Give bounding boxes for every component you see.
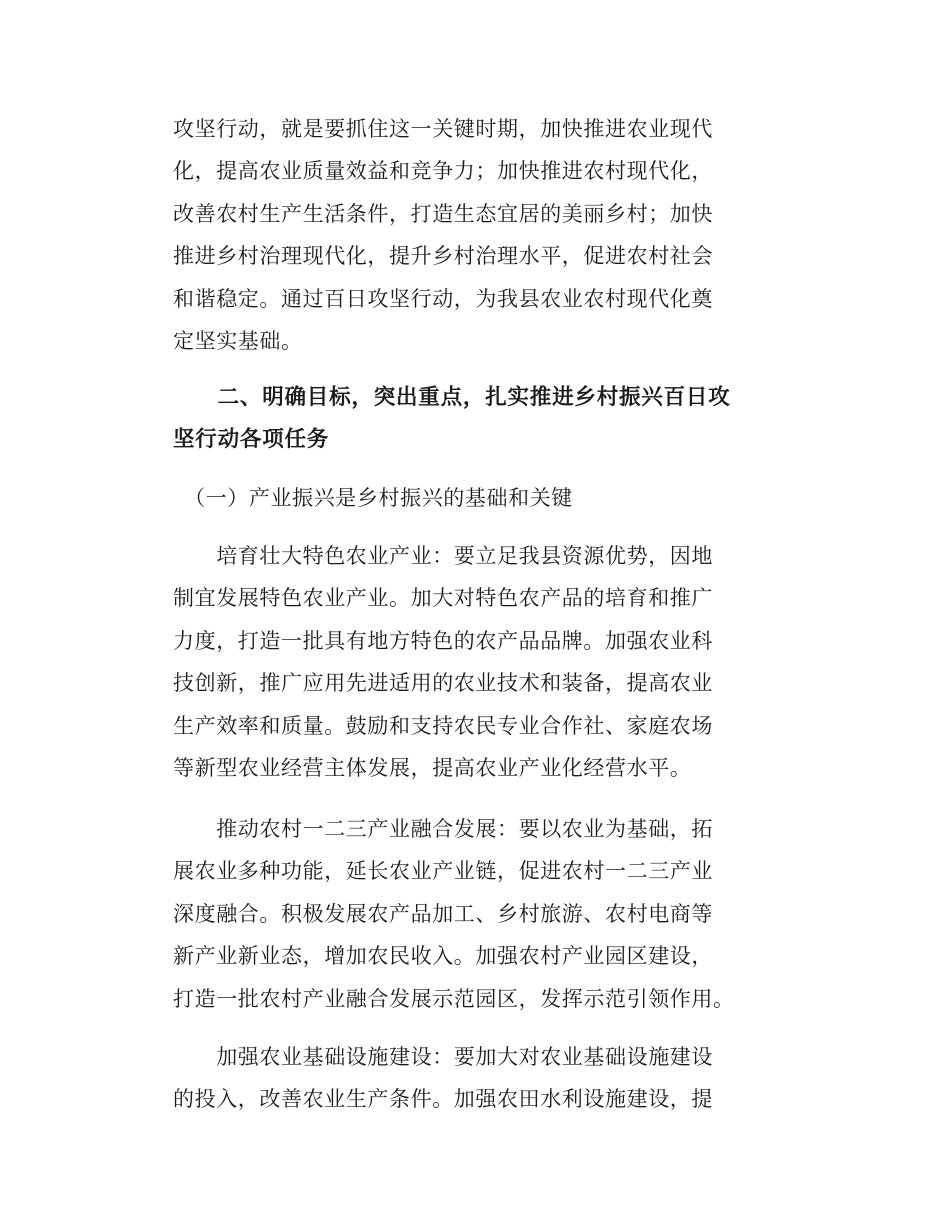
text-line: 和谐稳定。通过百日攻坚行动，为我县农业农村现代化奠 [173,286,713,311]
text-line: 制宜发展特色农业产业。加大对特色农产品的培育和推广 [173,586,713,611]
text-line: 深度融合。积极发展农产品加工、乡村旅游、农村电商等 [173,901,713,926]
paragraph-infrastructure [173,1036,813,1121]
heading-line: 二、明确目标，突出重点，扎实推进乡村振兴百日攻 [173,385,731,410]
subsection-heading [173,477,813,519]
text-line: 的投入，改善农业生产条件。加强农田水利设施建设，提 [173,1087,713,1112]
text-line: 培育壮大特色农业产业：要立足我县资源优势，因地 [173,544,713,568]
text-line: 力度，打造一批具有地方特色的农产品品牌。加强农业科 [173,628,713,653]
paragraph-industry-integration [173,808,813,1020]
text-line: 攻坚行动，就是要抓住这一关键时期，加快推进农业现代 [173,117,713,141]
text-line: 加强农业基础设施建设：要加大对农业基础设施建设 [173,1045,713,1069]
subheading-line: （一）产业振兴是乡村振兴的基础和关键 [173,486,573,510]
text-line: 生产效率和质量。鼓励和支持农民专业合作社、家庭农场 [173,713,713,738]
text-line: 推动农村一二三产业融合发展：要以农业为基础，拓 [173,817,713,841]
text-line: 打造一批农村产业融合发展示范园区，发挥示范引领作用。 [173,986,735,1011]
paragraph-specialty-agriculture [173,535,813,789]
text-line: 定坚实基础。 [173,328,303,353]
text-line: 技创新，推广应用先进适用的农业技术和装备，提高农业 [173,671,713,696]
text-line: 等新型农业经营主体发展，提高农业产业化经营水平。 [173,755,692,780]
text-line: 改善农村生产生活条件，打造生态宜居的美丽乡村；加快 [173,201,713,226]
text-line: 展农业多种功能，延长农业产业链，促进农村一二三产业 [173,859,713,884]
text-line: 化，提高农业质量效益和竞争力；加快推进农村现代化， [173,159,713,184]
intro-paragraph [173,108,813,362]
text-line: 推进乡村治理现代化，提升乡村治理水平，促进农村社会 [173,244,713,269]
text-line: 新产业新业态，增加农民收入。加强农村产业园区建设， [173,944,713,969]
section-heading [173,377,813,462]
heading-line: 坚行动各项任务 [173,427,330,453]
